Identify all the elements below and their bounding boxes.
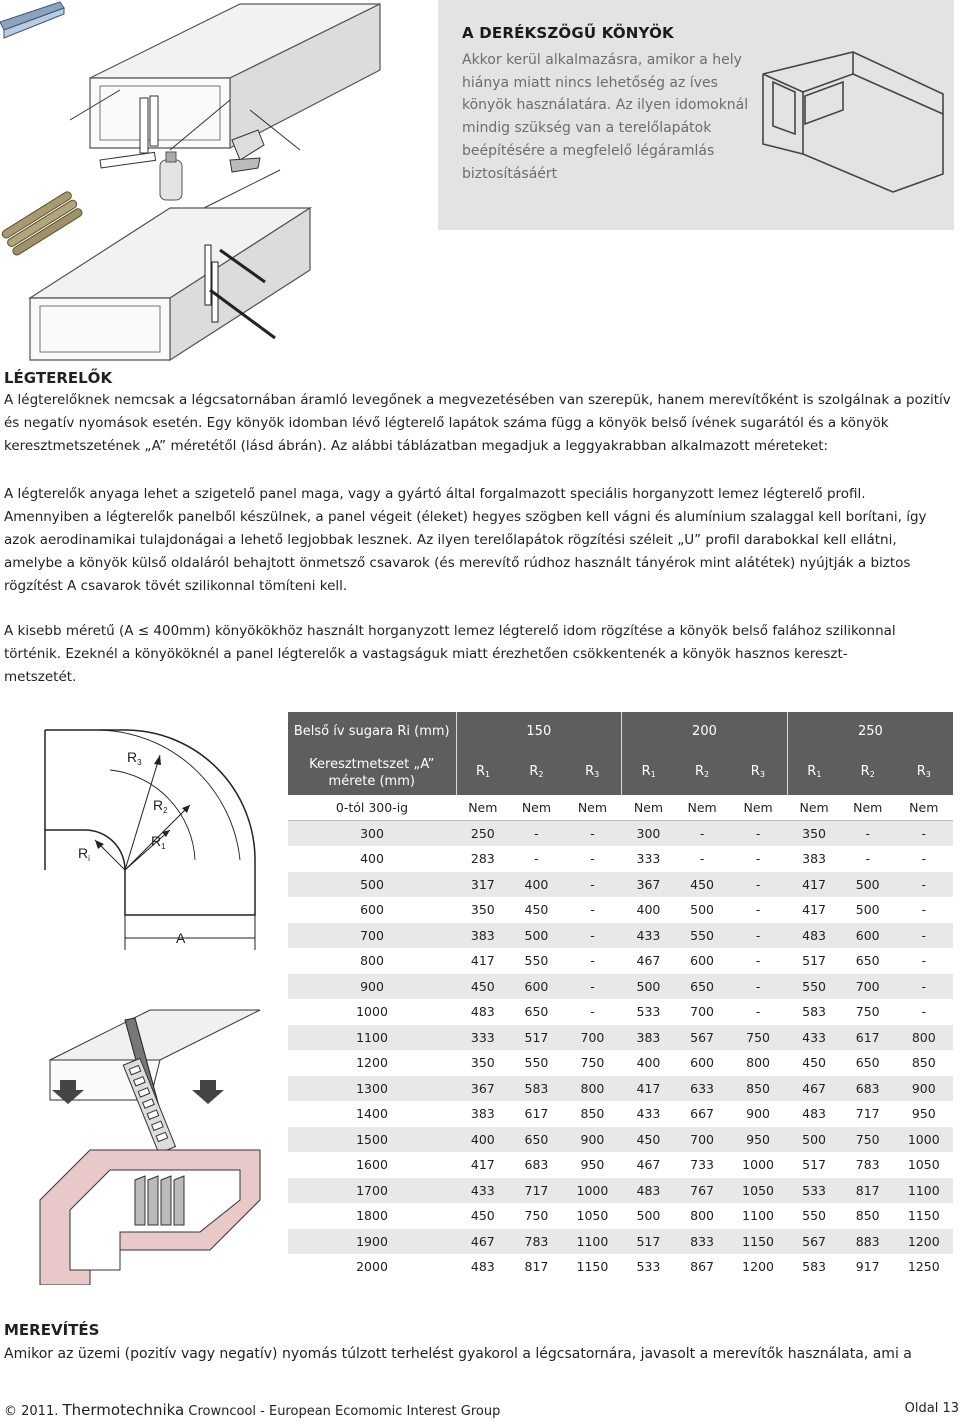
header-inner-radius: Belső ív sugara Ri (mm) (288, 712, 456, 751)
callout-title: A DERÉKSZÖGŰ KÖNYÖK (462, 24, 674, 42)
row-label-cell: 1900 (288, 1229, 456, 1255)
table-cell: 750 (563, 1050, 621, 1076)
table-cell: 850 (895, 1050, 953, 1076)
table-row (288, 974, 953, 1000)
table-cell: 417 (622, 1076, 676, 1102)
header-col: $R_3$ (563, 751, 621, 795)
table-cell: 950 (729, 1127, 787, 1153)
table-cell: 900 (895, 1076, 953, 1102)
table-cell: 1150 (895, 1203, 953, 1229)
table-cell: 683 (841, 1076, 895, 1102)
table-row (288, 872, 953, 898)
table-cell: 350 (787, 821, 841, 847)
row-label-cell: 300 (288, 821, 456, 847)
table-cell: 433 (622, 1101, 676, 1127)
callout-text (462, 49, 752, 185)
table-cell: 950 (895, 1101, 953, 1127)
table-cell: 400 (510, 872, 564, 898)
table-cell: 550 (510, 948, 564, 974)
table-cell: 500 (510, 923, 564, 949)
table-cell: Nem (895, 795, 953, 821)
table-cell: 617 (510, 1101, 564, 1127)
table-cell: 1150 (563, 1254, 621, 1280)
table-row (288, 1076, 953, 1102)
table-row (288, 1178, 953, 1204)
table-cell: 350 (456, 897, 510, 923)
table-cell: 700 (563, 1025, 621, 1051)
table-cell: - (895, 872, 953, 898)
table-cell: 483 (456, 1254, 510, 1280)
table-cell: - (895, 974, 953, 1000)
text-line: A légterelők anyaga lehet a szigetelő panel maga, vagy a gyártó által forgalmazott speciális horganyzott lemez légterelő profil. (4, 486, 866, 502)
table-cell: 733 (675, 1152, 729, 1178)
table-cell: - (675, 821, 729, 847)
guide-vane-installation-illustration (30, 1000, 265, 1285)
table-cell: 767 (675, 1178, 729, 1204)
table-cell: 750 (841, 999, 895, 1025)
table-cell: - (895, 948, 953, 974)
row-label-cell: 1500 (288, 1127, 456, 1153)
row-label-cell: 600 (288, 897, 456, 923)
table-cell: - (729, 974, 787, 1000)
table-cell: 317 (456, 872, 510, 898)
table-cell: 1000 (729, 1152, 787, 1178)
table-row (288, 1025, 953, 1051)
table-cell: 1250 (895, 1254, 953, 1280)
table-cell: 283 (456, 846, 510, 872)
table-cell: 700 (675, 999, 729, 1025)
table-cell: 500 (841, 872, 895, 898)
label-a: A (176, 930, 186, 946)
table-cell: 817 (841, 1178, 895, 1204)
svg-text:R3 (127, 749, 142, 767)
label-r3: R (127, 749, 138, 765)
table-cell: 650 (510, 999, 564, 1025)
row-label-cell: 1800 (288, 1203, 456, 1229)
label-r3-sub: 3 (137, 758, 142, 767)
label-ri-sub: i (88, 854, 90, 863)
table-cell: 1000 (563, 1178, 621, 1204)
table-cell: 500 (841, 897, 895, 923)
table-cell: 550 (787, 974, 841, 1000)
table-cell: Nem (563, 795, 621, 821)
paragraph-legterelok-material (4, 483, 955, 598)
table-cell: 567 (675, 1025, 729, 1051)
table-row (288, 1050, 953, 1076)
row-label-cell: 1200 (288, 1050, 456, 1076)
table-cell: 533 (622, 999, 676, 1025)
table-row (288, 1127, 953, 1153)
table-cell: - (729, 923, 787, 949)
table-cell: 517 (787, 948, 841, 974)
header-cross-section: Keresztmetszet „A” mérete (mm) (288, 751, 456, 795)
callout-line: hiánya miatt nincs lehetőség az íves (462, 74, 718, 91)
table-row (288, 846, 953, 872)
header-col: $R_1$ (456, 751, 510, 795)
row-label-cell: 1100 (288, 1025, 456, 1051)
paragraph-legterelok-intro (4, 389, 955, 458)
table-cell: 450 (456, 1203, 510, 1229)
label-r2: R (153, 797, 164, 813)
header-col: $R_1$ (622, 751, 676, 795)
table-cell: 1000 (895, 1127, 953, 1153)
table-cell: Nem (787, 795, 841, 821)
text-line: Amennyiben a légterelők panelből készülnek, a panel végeit (éleket) hegyes szögben kell vágni és alumínium szalaggal kell borítani, így (4, 509, 927, 525)
table-cell: 433 (787, 1025, 841, 1051)
table-cell: 250 (456, 821, 510, 847)
table-cell: Nem (510, 795, 564, 821)
table-cell: 950 (563, 1152, 621, 1178)
table-cell: 550 (675, 923, 729, 949)
table-row (288, 1229, 953, 1255)
table-cell: - (729, 821, 787, 847)
table-cell: - (729, 948, 787, 974)
section-title-legterelok: LÉGTERELŐK (4, 369, 113, 387)
table-cell: - (729, 999, 787, 1025)
table-cell: 917 (841, 1254, 895, 1280)
row-label-cell: 800 (288, 948, 456, 974)
table-cell: - (675, 846, 729, 872)
table-cell: 450 (510, 897, 564, 923)
table-cell: 350 (456, 1050, 510, 1076)
table-cell: 383 (456, 1101, 510, 1127)
table-cell: - (563, 923, 621, 949)
table-cell: 367 (456, 1076, 510, 1102)
table-cell: 367 (622, 872, 676, 898)
table-cell: Nem (841, 795, 895, 821)
row-label-cell: 400 (288, 846, 456, 872)
table-cell: 467 (456, 1229, 510, 1255)
table-cell: 900 (563, 1127, 621, 1153)
table-row (288, 1203, 953, 1229)
text-line: és negatív nyomások esetén. Egy könyök idomban lévő légterelő lapátok száma függ a könyök belső ívének sugarától és a könyök (4, 415, 889, 431)
row-label-cell: 0-tól 300-ig (288, 795, 456, 821)
text-line: A kisebb méretű (A ≤ 400mm) könyökökhöz használt horganyzott lemez légterelő idom rögzítése a könyök belső falához szilikonnal (4, 623, 896, 639)
table-cell: Nem (622, 795, 676, 821)
table-cell: - (895, 897, 953, 923)
label-r1: R (151, 833, 162, 849)
table-cell: - (563, 999, 621, 1025)
table-row (288, 1101, 953, 1127)
table-cell: 700 (841, 974, 895, 1000)
table-row (288, 1152, 953, 1178)
table-cell: 383 (622, 1025, 676, 1051)
table-cell: 500 (675, 897, 729, 923)
row-label-cell: 2000 (288, 1254, 456, 1280)
table-cell: 583 (510, 1076, 564, 1102)
table-cell: 450 (622, 1127, 676, 1153)
header-group-250: 250 (787, 712, 953, 751)
table-cell: 650 (841, 948, 895, 974)
table-cell: 483 (622, 1178, 676, 1204)
table-cell: 517 (510, 1025, 564, 1051)
table-cell: 417 (456, 948, 510, 974)
table-cell: 717 (510, 1178, 564, 1204)
table-row (288, 948, 953, 974)
label-ri: R (78, 845, 89, 861)
header-col: $R_2$ (510, 751, 564, 795)
page-number: Oldal 13 (904, 1401, 959, 1416)
callout-line: beépítésére a megfelelő légáramlás (462, 142, 715, 159)
header-group-200: 200 (622, 712, 788, 751)
table-cell: 500 (622, 1203, 676, 1229)
table-cell: 783 (510, 1229, 564, 1255)
table-cell: - (510, 821, 564, 847)
text-line: történik. Ezeknél a könyököknél a panel légterelők a vastagságuk miatt érezhetően csökkentenék a könyök hasznos kereszt- (4, 646, 848, 662)
row-label-cell: 1300 (288, 1076, 456, 1102)
paragraph-merevites: Amikor az üzemi (pozitív vagy negatív) nyomás túlzott terhelést gyakorol a légcsatornára, javasolt a merevítők használata, ami a (4, 1346, 912, 1362)
table-cell: 467 (622, 948, 676, 974)
callout-box (438, 0, 954, 230)
table-row (288, 1254, 953, 1280)
row-label-cell: 700 (288, 923, 456, 949)
callout-line: biztosításáért (462, 165, 558, 182)
text-line: A légterelőknek nemcsak a légcsatornában áramló levegőnek a megvezetésében van szerepük, hanem merevítőként is szolgálnak a pozitív (4, 392, 951, 408)
table-cell: 667 (675, 1101, 729, 1127)
row-label-cell: 1000 (288, 999, 456, 1025)
table-cell: - (563, 872, 621, 898)
table-cell: 850 (841, 1203, 895, 1229)
duct-assembly-illustration (0, 0, 420, 362)
table-cell: 467 (622, 1152, 676, 1178)
table-row (288, 999, 953, 1025)
table-cell: 383 (787, 846, 841, 872)
table-cell: - (895, 999, 953, 1025)
svg-text:R2 (153, 797, 168, 815)
table-cell: 1150 (729, 1229, 787, 1255)
table-cell: - (841, 821, 895, 847)
table-cell: 450 (675, 872, 729, 898)
table-row (288, 821, 953, 847)
table-cell: 750 (841, 1127, 895, 1153)
table-cell: 1100 (895, 1178, 953, 1204)
header-col: $R_2$ (675, 751, 729, 795)
table-cell: - (895, 923, 953, 949)
section-title-merevites: MEREVÍTÉS (4, 1321, 100, 1339)
table-cell: 800 (563, 1076, 621, 1102)
table-cell: 417 (456, 1152, 510, 1178)
row-label-cell: 900 (288, 974, 456, 1000)
table-cell: 450 (787, 1050, 841, 1076)
text-line: keresztmetszetének „A” méretétől (lásd ábrán). Az alábbi táblázatban megadjuk a leggyakrabban alkalmazott méreteket: (4, 438, 829, 454)
table-cell: 717 (841, 1101, 895, 1127)
table-cell: 433 (622, 923, 676, 949)
table-cell: 450 (456, 974, 510, 1000)
table-cell: - (729, 897, 787, 923)
table-cell: 383 (456, 923, 510, 949)
table-cell: 517 (622, 1229, 676, 1255)
table-cell: 800 (675, 1203, 729, 1229)
table-cell: 1050 (563, 1203, 621, 1229)
text-line: rögzítést A csavarok tövét szilikonnal tömíteni kell. (4, 578, 348, 594)
paragraph-legterelok-small (4, 620, 955, 689)
table-cell: 567 (787, 1229, 841, 1255)
table-row (288, 897, 953, 923)
row-label-cell: 1700 (288, 1178, 456, 1204)
table-cell: 583 (787, 1254, 841, 1280)
table-cell: - (895, 821, 953, 847)
table-cell: 833 (675, 1229, 729, 1255)
table-cell: - (729, 872, 787, 898)
table-cell: 850 (729, 1076, 787, 1102)
callout-line: mindig szükség van a terelőlapátok (462, 120, 712, 137)
table-cell: - (841, 846, 895, 872)
table-cell: Nem (729, 795, 787, 821)
table-cell: 1200 (895, 1229, 953, 1255)
table-cell: 583 (787, 999, 841, 1025)
table-cell: 850 (563, 1101, 621, 1127)
right-angle-elbow-illustration (743, 34, 953, 204)
group-name: Crowncool - European Ecomomic Interest Group (188, 1404, 501, 1419)
table-cell: 617 (841, 1025, 895, 1051)
table-cell: 300 (622, 821, 676, 847)
copyright-text: © 2011. (4, 1404, 59, 1419)
row-label-cell: 500 (288, 872, 456, 898)
table-row (288, 795, 953, 821)
label-r2-sub: 2 (163, 806, 168, 815)
table-cell: - (895, 846, 953, 872)
header-col: $R_2$ (841, 751, 895, 795)
table-cell: 800 (729, 1050, 787, 1076)
table-body (288, 795, 953, 1280)
table-cell: 683 (510, 1152, 564, 1178)
table-cell: 400 (622, 897, 676, 923)
table-cell: 333 (622, 846, 676, 872)
table-cell: 817 (510, 1254, 564, 1280)
table-cell: 400 (456, 1127, 510, 1153)
table-cell: 417 (787, 872, 841, 898)
table-cell: 533 (787, 1178, 841, 1204)
header-col: $R_3$ (729, 751, 787, 795)
table-cell: 550 (787, 1203, 841, 1229)
table-cell: 500 (622, 974, 676, 1000)
table-cell: 417 (787, 897, 841, 923)
table-cell: 550 (510, 1050, 564, 1076)
svg-text:Ri (78, 845, 90, 863)
table-cell: 633 (675, 1076, 729, 1102)
header-col: $R_1$ (787, 751, 841, 795)
footer-copyright (4, 1401, 500, 1419)
table-cell: 650 (675, 974, 729, 1000)
table-cell: 900 (729, 1101, 787, 1127)
table-cell: 1050 (895, 1152, 953, 1178)
table-cell: 650 (841, 1050, 895, 1076)
row-label-cell: 1600 (288, 1152, 456, 1178)
table-cell: - (729, 846, 787, 872)
table-cell: 783 (841, 1152, 895, 1178)
table-cell: 600 (510, 974, 564, 1000)
table-cell: Nem (456, 795, 510, 821)
table-cell: 883 (841, 1229, 895, 1255)
label-r1-sub: 1 (161, 842, 166, 851)
text-line: metszetét. (4, 669, 77, 685)
table-cell: 1200 (729, 1254, 787, 1280)
table-cell: 500 (787, 1127, 841, 1153)
table-cell: 400 (622, 1050, 676, 1076)
table-cell: 483 (787, 1101, 841, 1127)
callout-line: Akkor kerül alkalmazásra, amikor a hely (462, 52, 742, 68)
table-cell: 700 (675, 1127, 729, 1153)
table-cell: 333 (456, 1025, 510, 1051)
table-cell: 1100 (729, 1203, 787, 1229)
table-cell: 483 (456, 999, 510, 1025)
table-cell: - (510, 846, 564, 872)
table-cell: 600 (675, 948, 729, 974)
guide-vane-dimension-table (288, 712, 953, 1280)
table-row (288, 923, 953, 949)
table-cell: 517 (787, 1152, 841, 1178)
elbow-radius-diagram (20, 710, 260, 1000)
callout-line: könyök használatára. Az ilyen idomoknál (462, 97, 749, 114)
header-col: $R_3$ (895, 751, 953, 795)
table-cell: - (563, 821, 621, 847)
text-line: amelybe a könyök külső oldaláról behajtott önmetsző csavarok (és merevítő rúdhoz használt tányérok mint alátétek) nyújtják a biztos (4, 555, 911, 571)
table-cell: 483 (787, 923, 841, 949)
table-cell: - (563, 948, 621, 974)
table-cell: 650 (510, 1127, 564, 1153)
table-cell: Nem (675, 795, 729, 821)
brand-name: Thermotechnika (62, 1401, 185, 1419)
table-cell: 750 (729, 1025, 787, 1051)
table-cell: 600 (675, 1050, 729, 1076)
header-group-150: 150 (456, 712, 622, 751)
table-cell: 1050 (729, 1178, 787, 1204)
table-cell: 750 (510, 1203, 564, 1229)
table-cell: 867 (675, 1254, 729, 1280)
table-cell: - (563, 846, 621, 872)
table-cell: 433 (456, 1178, 510, 1204)
table-cell: 467 (787, 1076, 841, 1102)
row-label-cell: 1400 (288, 1101, 456, 1127)
table-cell: 600 (841, 923, 895, 949)
table-cell: 800 (895, 1025, 953, 1051)
table-cell: 533 (622, 1254, 676, 1280)
table-cell: - (563, 897, 621, 923)
text-line: azok aerodinamikai tulajdonágai a lehető legjobbak lesznek. Az ilyen terelőlapátok rögzítési széleit „U” profil darabokkal kell ellátni, (4, 532, 897, 548)
table-cell: 1100 (563, 1229, 621, 1255)
table-cell: - (563, 974, 621, 1000)
